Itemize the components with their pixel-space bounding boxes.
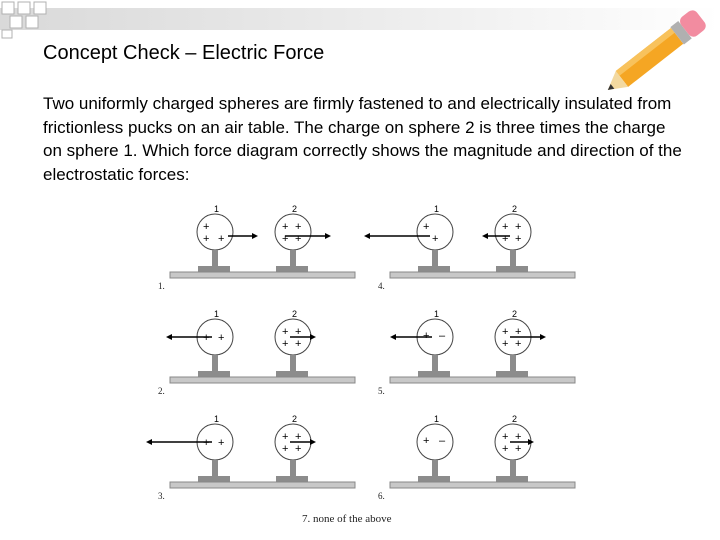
svg-text:+: +: [218, 437, 225, 449]
diagram-1-number: 1.: [158, 281, 165, 291]
diagram-1[interactable]: [140, 200, 360, 295]
diagram-2[interactable]: [140, 305, 360, 400]
svg-text:+: +: [203, 221, 210, 233]
question-text: Two uniformly charged spheres are firmly fastened to and electrically insulated from frictionless pucks on an air table. The charge on sphere 2 is three times the charge on sphere 1. Which force diagram correctly shows the magnitude and direction of the electrostatic forces:: [43, 94, 682, 184]
svg-text:+: +: [203, 437, 210, 449]
sphere-1-label: 1: [214, 309, 220, 319]
svg-text:+: +: [282, 443, 289, 455]
svg-text:+: +: [502, 326, 509, 338]
diagram-5[interactable]: [360, 305, 580, 400]
svg-text:+: +: [218, 233, 225, 245]
force-diagrams: [120, 195, 580, 540]
sphere-2-label: 2: [512, 414, 518, 424]
svg-text:+: +: [515, 443, 522, 455]
slide-title: Concept Check – Electric Force: [43, 42, 325, 64]
svg-text:+: +: [515, 221, 522, 233]
sphere-2-label: 2: [512, 309, 518, 319]
svg-text:+: +: [295, 431, 302, 443]
svg-text:+: +: [282, 431, 289, 443]
svg-text:+: +: [515, 233, 522, 245]
diagram-3-number: 3.: [158, 491, 165, 501]
svg-text:+: +: [423, 221, 430, 233]
svg-text:+: +: [295, 221, 302, 233]
diagram-6[interactable]: [360, 410, 580, 505]
svg-text:+: +: [282, 221, 289, 233]
diagram-1-figure: [140, 200, 360, 295]
diagram-3-figure: [140, 410, 360, 505]
diagram-2-number: 2.: [158, 386, 165, 396]
svg-text:+: +: [502, 443, 509, 455]
svg-text:–: –: [439, 435, 446, 447]
diagram-6-number: 6.: [378, 491, 385, 501]
svg-text:+: +: [502, 338, 509, 350]
svg-text:+: +: [218, 332, 225, 344]
sphere-2-label: 2: [292, 309, 298, 319]
svg-text:+: +: [432, 233, 439, 245]
sphere-1-label: 1: [434, 204, 440, 214]
svg-text:+: +: [295, 233, 302, 245]
svg-text:–: –: [439, 330, 446, 342]
sphere-1-label: 1: [434, 309, 440, 319]
diagram-6-figure: [360, 410, 580, 505]
svg-text:+: +: [423, 435, 430, 447]
svg-text:+: +: [502, 221, 509, 233]
sphere-1-label: 1: [434, 414, 440, 424]
svg-text:+: +: [295, 326, 302, 338]
svg-text:+: +: [203, 332, 210, 344]
sphere-1-label: 1: [214, 204, 220, 214]
sphere-2-label: 2: [512, 204, 518, 214]
diagram-3[interactable]: [140, 410, 360, 505]
diagram-2-figure: [140, 305, 360, 400]
pencil-icon: [598, 0, 720, 100]
svg-text:+: +: [515, 338, 522, 350]
svg-text:+: +: [502, 233, 509, 245]
svg-text:+: +: [515, 431, 522, 443]
option-7[interactable]: 7. none of the above: [302, 513, 392, 525]
sphere-2-label: 2: [292, 204, 298, 214]
svg-text:+: +: [295, 338, 302, 350]
diagram-4[interactable]: [360, 200, 580, 295]
sphere-1-label: 1: [214, 414, 220, 424]
svg-text:+: +: [282, 338, 289, 350]
svg-text:+: +: [282, 233, 289, 245]
diagram-4-number: 4.: [378, 281, 385, 291]
svg-text:+: +: [282, 326, 289, 338]
diagram-4-figure: [360, 200, 580, 295]
svg-text:+: +: [515, 326, 522, 338]
svg-text:+: +: [203, 233, 210, 245]
svg-text:+: +: [423, 330, 430, 342]
diagram-5-number: 5.: [378, 386, 385, 396]
sphere-2-label: 2: [292, 414, 298, 424]
svg-text:+: +: [295, 443, 302, 455]
svg-text:+: +: [502, 431, 509, 443]
diagram-5-figure: [360, 305, 580, 400]
